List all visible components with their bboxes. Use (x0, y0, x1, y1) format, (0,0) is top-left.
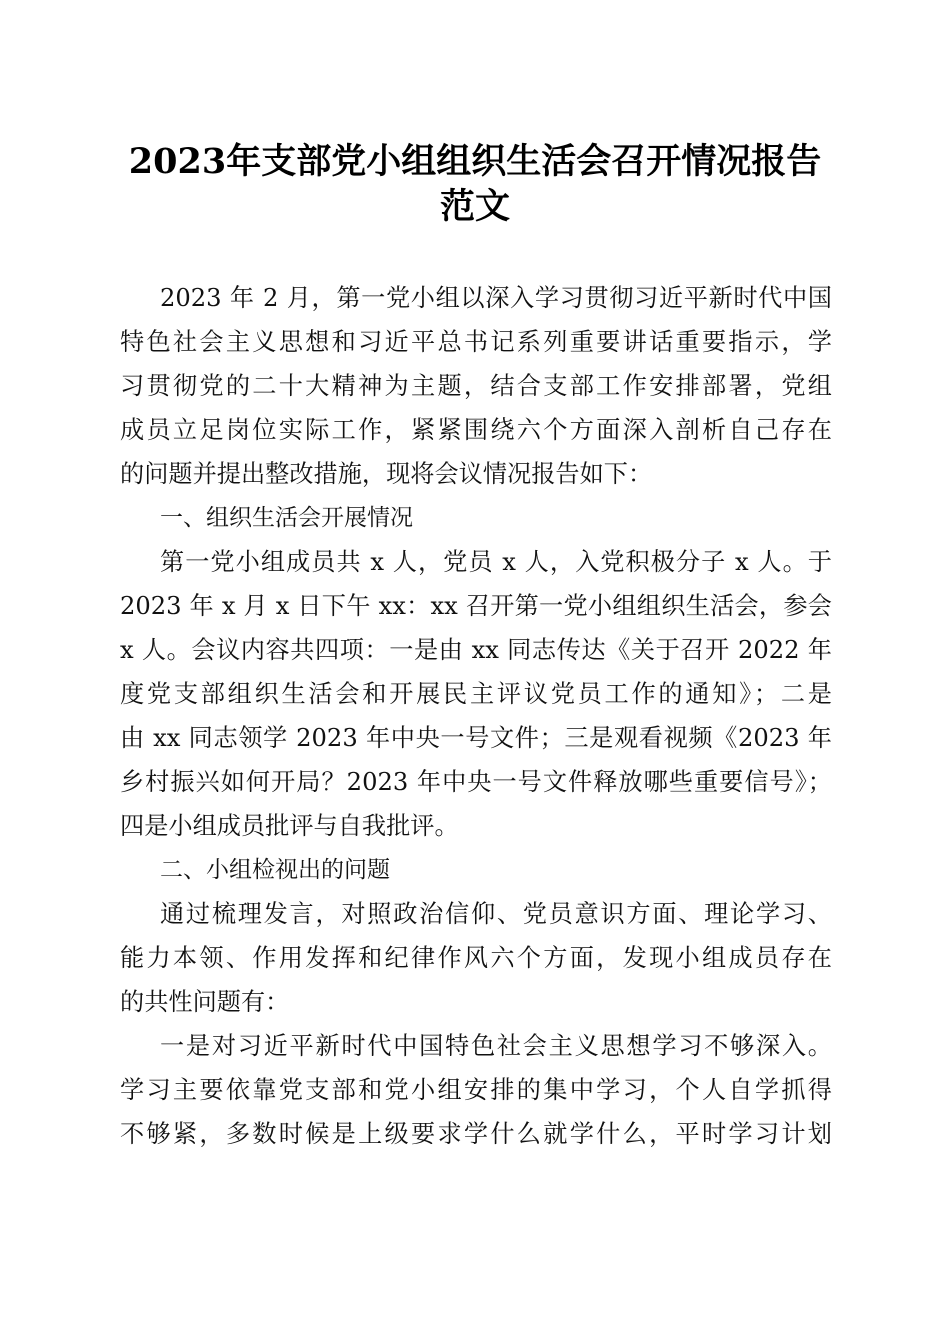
body-line: 由 xx 同志领学 2023 年中央一号文件；三是观看视频《2023 年 (120, 724, 832, 752)
body-line: 乡村振兴如何开局？2023 年中央一号文件释放哪些重要信号》； (120, 768, 832, 796)
document-title-continued: 范文 (439, 186, 510, 227)
body-line: 四是小组成员批评与自我批评。 (120, 812, 459, 840)
document-body (120, 276, 832, 1156)
body-line: 能力本领、作用发挥和纪律作风六个方面，发现小组成员存在 (120, 944, 832, 972)
body-line-lead: 一是对习近平新时代中国特色社会主义思想学习不够深入。 (160, 1032, 832, 1060)
body-line: 特色社会主义思想和习近平总书记系列重要讲话重要指示，学 (120, 328, 832, 356)
body-line: 不够紧，多数时候是上级要求学什么就学什么，平时学习计划 (120, 1120, 832, 1148)
body-line: 2023 年 2 月，第一党小组以深入学习贯彻习近平新时代中国 (160, 284, 832, 312)
body-line: 2023 年 x 月 x 日下午 xx：xx 召开第一党小组组织生活会，参会 (120, 592, 832, 620)
body-line: x 人。会议内容共四项：一是由 xx 同志传达《关于召开 2022 年 (120, 636, 832, 664)
body-line: 第一党小组成员共 x 人，党员 x 人，入党积极分子 x 人。于 (160, 548, 832, 576)
body-line: 成员立足岗位实际工作，紧紧围绕六个方面深入剖析自己存在 (120, 416, 832, 444)
body-line: 习贯彻党的二十大精神为主题，结合支部工作安排部署，党组 (120, 372, 832, 400)
section-heading: 一、组织生活会开展情况 (160, 505, 413, 531)
section-heading: 二、小组检视出的问题 (160, 857, 390, 883)
body-line: 的问题并提出整改措施，现将会议情况报告如下： (120, 460, 653, 488)
body-line: 的共性问题有： (120, 988, 290, 1016)
body-line: 学习主要依靠党支部和党小组安排的集中学习，个人自学抓得 (120, 1076, 832, 1104)
document-title: 2023年支部党小组组织生活会召开情况报告 (128, 141, 822, 182)
body-line: 度党支部组织生活会和开展民主评议党员工作的通知》；二是 (120, 680, 832, 708)
body-line: 通过梳理发言，对照政治信仰、党员意识方面、理论学习、 (160, 900, 832, 928)
